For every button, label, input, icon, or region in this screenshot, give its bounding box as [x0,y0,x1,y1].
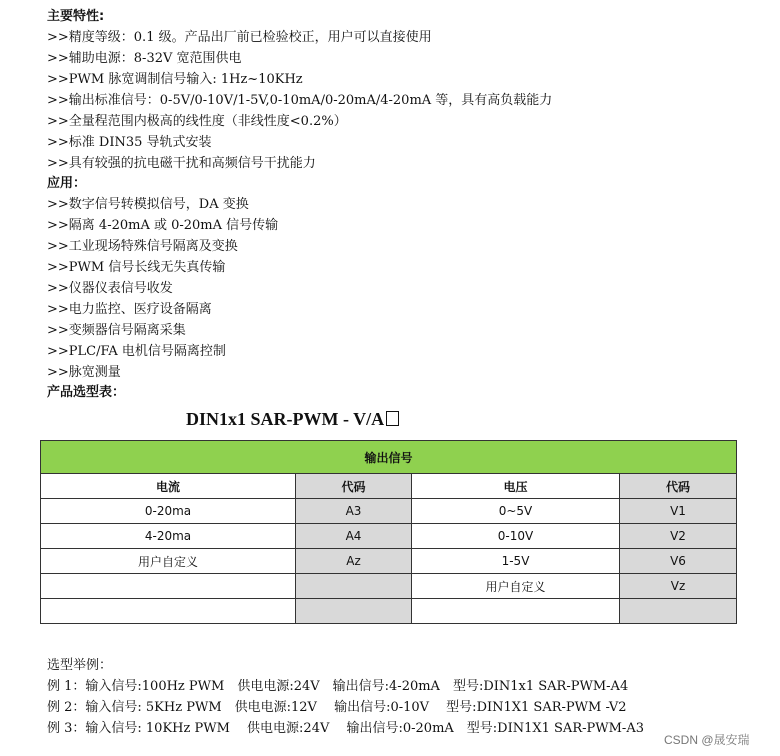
application-item: >>工业现场特殊信号隔离及变换 [47,239,238,254]
selection-table [40,440,737,624]
table-row [41,599,737,624]
feature-item: >>具有较强的抗电磁干扰和高频信号干扰能力 [47,156,316,171]
table-cell [620,599,737,624]
table-cell: 0~5V [412,499,620,524]
table-title: 输出信号 [41,441,737,474]
selection-heading: 产品选型表： [47,385,126,400]
examples-heading: 选型举例： [47,658,113,673]
table-cell: 0-10V [412,524,620,549]
table-cell: Az [296,549,412,574]
table-row [41,549,737,574]
application-item: >>仪器仪表信号收发 [47,281,173,296]
table-cell [41,574,296,599]
placeholder-box-icon [386,411,399,426]
application-item: >>隔离 4-20mA 或 0-20mA 信号传输 [47,218,279,233]
example-item: 例 1：输入信号:100Hz PWM 供电电源:24V 输出信号:4-20mA 型号:DIN1x1 SAR-PWM-A4 [47,679,629,694]
table-cell: 0-20ma [41,499,296,524]
model-code-text: DIN1x1 SAR-PWM - V/A [186,409,385,429]
table-cell [296,574,412,599]
application-item: >>PLC/FA 电机信号隔离控制 [47,344,226,359]
col-header-current: 电流 [41,474,296,499]
feature-item: >>辅助电源：8-32V 宽范围供电 [47,51,242,66]
table-row [41,499,737,524]
table-cell: Vz [620,574,737,599]
table-cell: 4-20ma [41,524,296,549]
table-row [41,574,737,599]
model-code [186,409,399,430]
col-header-code: 代码 [296,474,412,499]
col-header-voltage: 电压 [412,474,620,499]
application-item: >>电力监控、医疗设备隔离 [47,302,212,317]
table-cell: A3 [296,499,412,524]
feature-item: >>输出标准信号：0-5V/0-10V/1-5V,0-10mA/0-20mA/4-20mA 等，具有高负载能力 [47,93,553,108]
application-item: >>变频器信号隔离采集 [47,323,186,338]
table-cell: 用户自定义 [41,549,296,574]
table-cell: 1-5V [412,549,620,574]
applications-heading: 应用： [47,176,87,191]
feature-item: >>全量程范围内极高的线性度（非线性度<0.2%） [47,114,347,129]
table-title-row [41,441,737,474]
application-item: >>PWM 信号长线无失真传输 [47,260,226,275]
table-header-row [41,474,737,499]
table-cell: V2 [620,524,737,549]
table-cell: V1 [620,499,737,524]
table-cell: 用户自定义 [412,574,620,599]
table-row [41,524,737,549]
col-header-code: 代码 [620,474,737,499]
example-item: 例 2：输入信号: 5KHz PWM 供电电源:12V 输出信号:0-10V 型号:DIN1X1 SAR-PWM -V2 [47,700,627,715]
feature-item: >>精度等级：0.1 级。产品出厂前已检验校正，用户可以直接使用 [47,30,432,45]
watermark: CSDN @晟安瑞 [664,733,750,747]
table-cell: V6 [620,549,737,574]
application-item: >>脉宽测量 [47,365,121,380]
table-cell [296,599,412,624]
application-item: >>数字信号转模拟信号，DA 变换 [47,197,249,212]
feature-item: >>PWM 脉宽调制信号输入: 1Hz~10KHz [47,72,303,87]
table-cell: A4 [296,524,412,549]
example-item: 例 3：输入信号: 10KHz PWM 供电电源:24V 输出信号:0-20mA 型号:DIN1X1 SAR-PWM-A3 [47,721,644,736]
features-heading: 主要特性: [47,9,105,24]
feature-item: >>标准 DIN35 导轨式安装 [47,135,212,150]
table-cell [41,599,296,624]
table-cell [412,599,620,624]
